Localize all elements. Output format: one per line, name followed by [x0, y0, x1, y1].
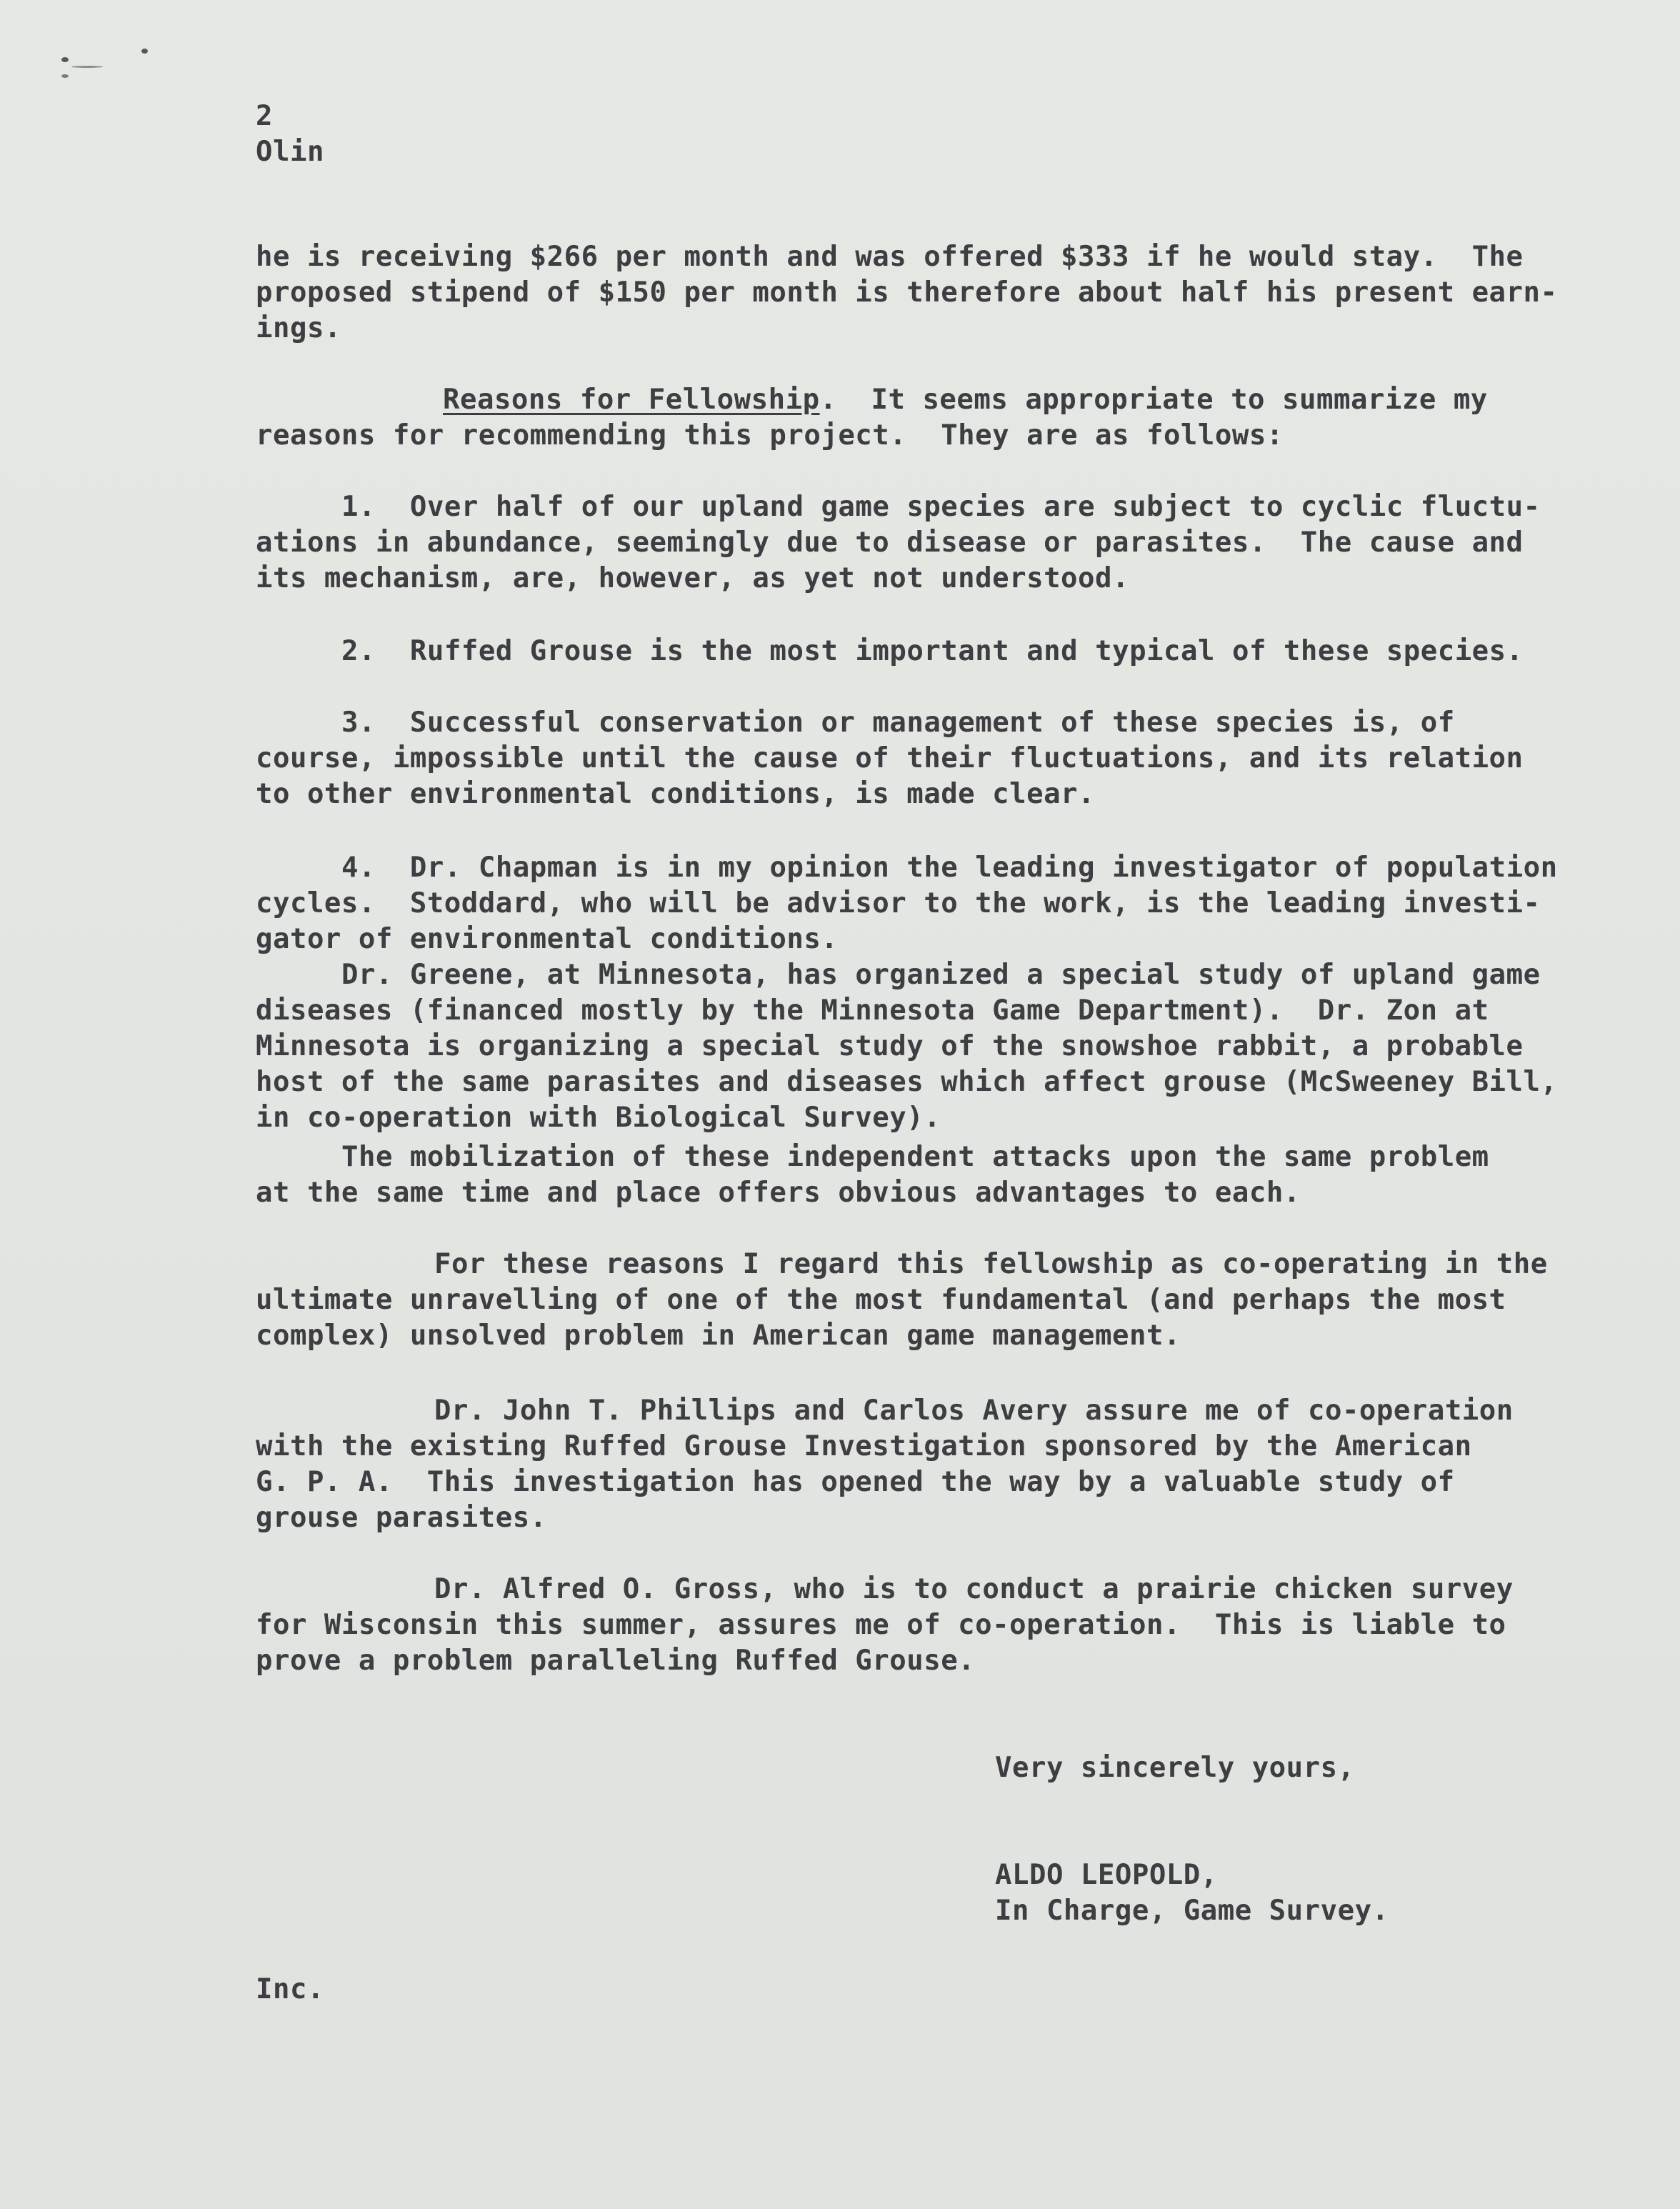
- signature-name: ALDO LEOPOLD,: [995, 1859, 1218, 1891]
- conclusion-line: ultimate unravelling of one of the most fundamental (and perhaps the most: [256, 1284, 1506, 1316]
- intro-line: he is receiving $266 per month and was offered $333 if he would stay. The: [256, 241, 1524, 273]
- gross-line: prove a problem paralleling Ruffed Grouse.: [256, 1645, 976, 1677]
- ink-mark: [141, 49, 148, 54]
- item4-line: diseases (financed mostly by the Minnesota Game Department). Dr. Zon at: [256, 994, 1489, 1027]
- item4-line: host of the same parasites and diseases which affect grouse (McSweeney Bill,: [256, 1066, 1558, 1098]
- reasons-lead: [443, 382, 1488, 418]
- signature-title: In Charge, Game Survey.: [995, 1895, 1389, 1927]
- item3-line: 3. Successful conservation or management of these species is, of: [341, 707, 1455, 739]
- conclusion-line: For these reasons I regard this fellowship as co-operating in the: [434, 1248, 1548, 1280]
- enclosure-note: Inc.: [256, 1973, 324, 2005]
- item4-line: at the same time and place offers obvious advantages to each.: [256, 1177, 1301, 1209]
- item1-line: 1. Over half of our upland game species are subject to cyclic fluctu-: [341, 491, 1541, 523]
- reasons-line: reasons for recommending this project. They are as follows:: [256, 419, 1284, 452]
- phillips-line: grouse parasites.: [256, 1502, 547, 1534]
- item3-line: to other environmental conditions, is made clear.: [256, 778, 1096, 810]
- item4-line: cycles. Stoddard, who will be advisor to the work, is the leading investi-: [256, 887, 1541, 919]
- item4-line: 4. Dr. Chapman is in my opinion the leading investigator of population: [341, 852, 1558, 884]
- ink-mark: [71, 66, 103, 68]
- phillips-line: Dr. John T. Phillips and Carlos Avery assure me of co-operation: [434, 1395, 1514, 1427]
- conclusion-line: complex) unsolved problem in American game management.: [256, 1320, 1181, 1352]
- intro-line: ings.: [256, 312, 341, 344]
- gross-line: Dr. Alfred O. Gross, who is to conduct a prairie chicken survey: [434, 1573, 1514, 1605]
- ink-mark: [61, 74, 69, 78]
- item4-line: Minnesota is organizing a special study of the snowshoe rabbit, a probable: [256, 1030, 1524, 1062]
- addressee: Olin: [256, 136, 324, 168]
- item1-line: its mechanism, are, however, as yet not understood.: [256, 562, 1129, 594]
- item4-line: in co-operation with Biological Survey).: [256, 1102, 941, 1134]
- page-number: 2: [256, 100, 273, 132]
- gross-line: for Wisconsin this summer, assures me of co-operation. This is liable to: [256, 1609, 1506, 1641]
- reasons-heading: Reasons for Fellowship: [443, 384, 820, 416]
- phillips-line: G. P. A. This investigation has opened the way by a valuable study of: [256, 1466, 1455, 1498]
- item4-line: Dr. Greene, at Minnesota, has organized a special study of upland game: [341, 959, 1541, 991]
- ink-mark: [61, 57, 69, 62]
- item1-line: ations in abundance, seemingly due to disease or parasites. The cause and: [256, 527, 1524, 559]
- phillips-line: with the existing Ruffed Grouse Investigation sponsored by the American: [256, 1430, 1472, 1462]
- reasons-lead-text: . It seems appropriate to summarize my: [819, 384, 1488, 416]
- closing-salutation: Very sincerely yours,: [995, 1752, 1355, 1784]
- intro-line: proposed stipend of $150 per month is therefore about half his present earn-: [256, 276, 1558, 309]
- item2-line: 2. Ruffed Grouse is the most important and typical of these species.: [341, 635, 1524, 667]
- item4-line: gator of environmental conditions.: [256, 923, 839, 955]
- item4-line: The mobilization of these independent attacks upon the same problem: [341, 1141, 1489, 1173]
- item3-line: course, impossible until the cause of their fluctuations, and its relation: [256, 742, 1524, 774]
